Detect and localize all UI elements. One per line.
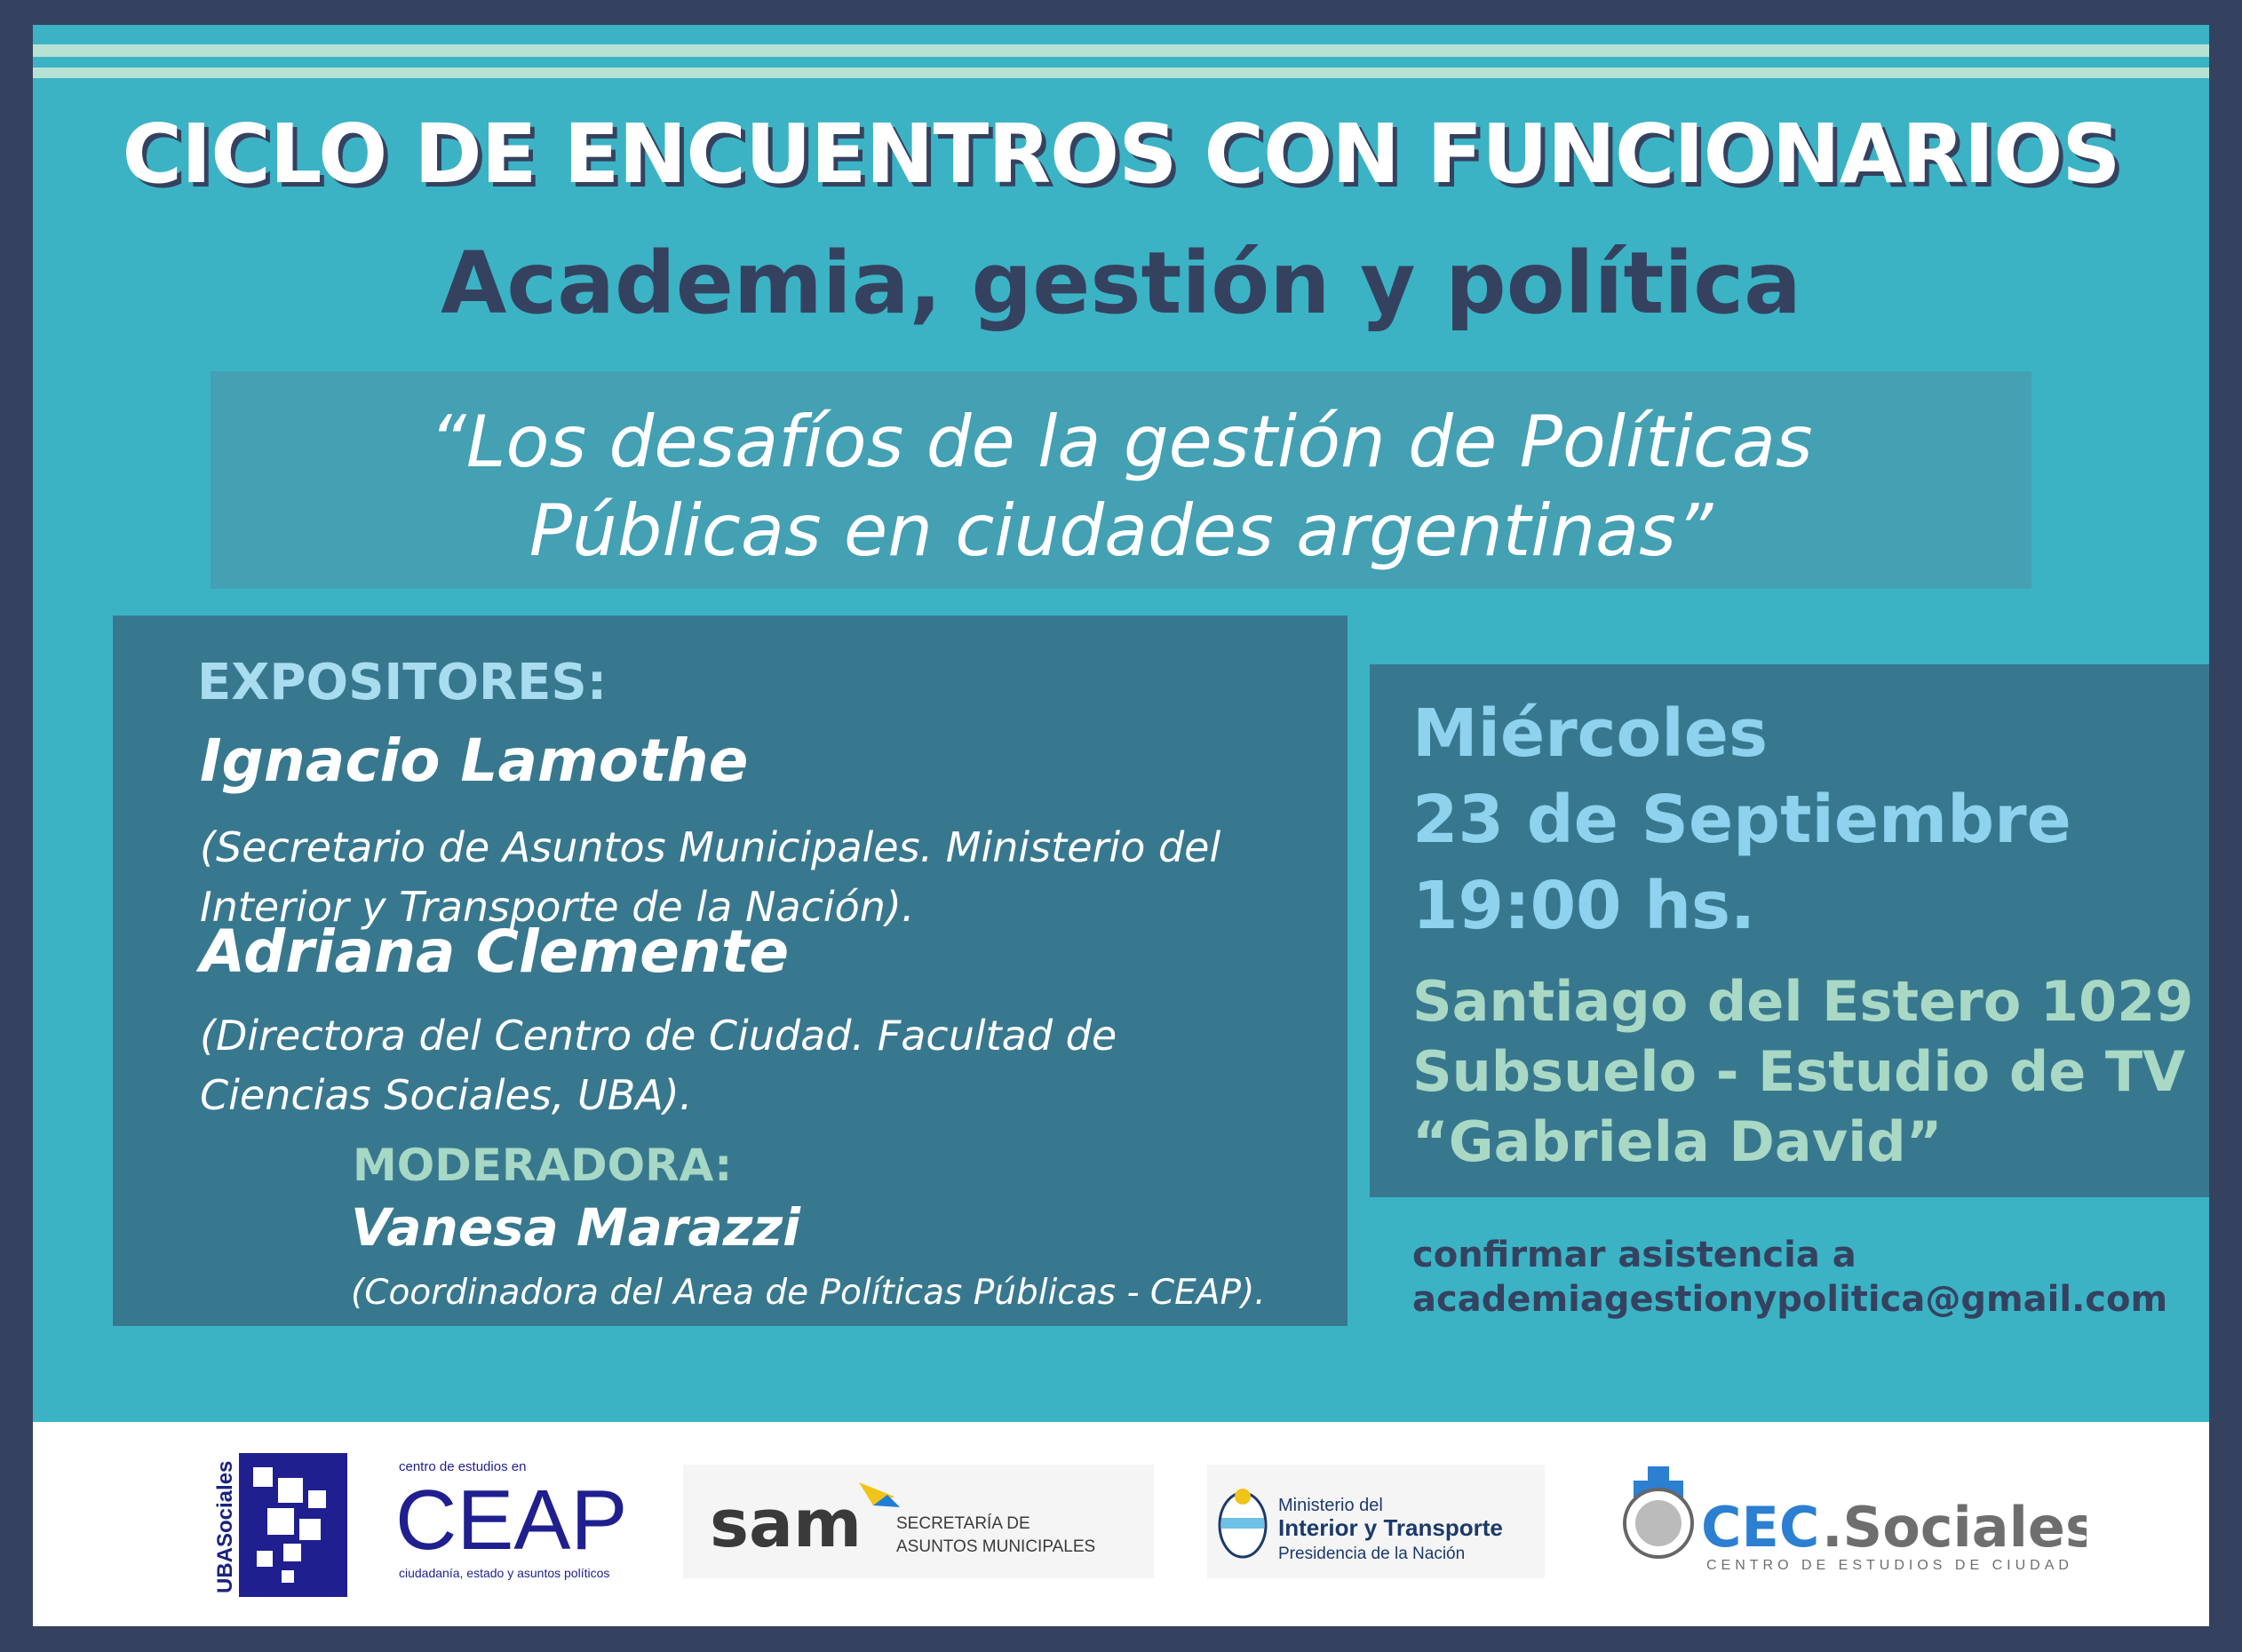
ceap-name: CEAP — [395, 1473, 628, 1568]
sam-logo — [683, 1465, 1154, 1578]
ceap-top-text: centro de estudios en — [399, 1459, 527, 1474]
rsvp-info — [1412, 1233, 2167, 1322]
rsvp-label: confirmar asistencia a — [1412, 1235, 1856, 1275]
event-series-subtitle: Academia, gestión y política — [441, 234, 1801, 333]
event-day: Miércoles — [1412, 695, 1768, 772]
ceap-logo-graphic — [186, 1444, 648, 1600]
poster — [33, 25, 2209, 1626]
cec-sociales-logo — [1616, 1457, 2087, 1582]
topic-box — [211, 371, 2031, 589]
event-room-name: “Gabriela David” — [1412, 1109, 1943, 1174]
sam-line1: SECRETARÍA DE — [896, 1514, 1030, 1533]
event-room: Subsuelo - Estudio de TV — [1412, 1039, 2186, 1104]
speaker-role-line: (Secretario de Asuntos Municipales. Ministerio del — [200, 823, 1221, 871]
cec-subtitle: CENTRO DE ESTUDIOS DE CIUDAD — [1706, 1558, 2073, 1573]
ceap-bottom-text: ciudadanía, estado y asuntos políticos — [399, 1566, 610, 1580]
sam-line2: ASUNTOS MUNICIPALES — [896, 1537, 1096, 1556]
topic-line: Públicas en ciudades argentinas” — [529, 489, 1713, 572]
ministerio-logo-graphic — [1207, 1465, 1545, 1578]
cec-name-part2: .Sociales — [1822, 1495, 2087, 1560]
moderator-heading: MODERADORA: — [353, 1140, 733, 1191]
cec-name-part1: CEC — [1701, 1495, 1820, 1560]
topic-line: “Los desafíos de la gestión de Políticas — [429, 401, 1813, 483]
uba-sociales-text: UBASociales — [213, 1460, 237, 1593]
topic-title — [211, 398, 2031, 576]
ministerio-line2: Interior y Transporte — [1278, 1514, 1503, 1541]
event-venue — [1412, 966, 2193, 1177]
ministerio-line3: Presidencia de la Nación — [1278, 1545, 1466, 1563]
speaker-role-line: Interior y Transporte de la Nación). — [200, 883, 915, 931]
top-stripe — [33, 44, 2209, 57]
event-datetime — [1412, 691, 2071, 949]
sam-logo-graphic — [683, 1465, 1154, 1578]
event-details-panel — [1370, 664, 2209, 1197]
speaker-name: Adriana Clemente — [200, 917, 790, 986]
ceap-logo — [186, 1444, 648, 1600]
sam-name: sam — [710, 1486, 863, 1562]
speakers-heading: EXPOSITORES: — [197, 654, 608, 711]
ministerio-logo — [1207, 1465, 1545, 1578]
speaker-role — [200, 1006, 1117, 1125]
moderator-role: (Coordinadora del Area de Políticas Públicas - CEAP). — [351, 1273, 1266, 1313]
speaker-name: Ignacio Lamothe — [200, 727, 749, 795]
speakers-panel — [113, 616, 1348, 1326]
speaker-role-line: (Directora del Centro de Ciudad. Facultad de — [200, 1012, 1117, 1060]
event-address: Santiago del Estero 1029 — [1412, 969, 2194, 1034]
rsvp-email[interactable]: academiagestionypolitica@gmail.com — [1412, 1279, 2168, 1320]
moderator-name: Vanesa Marazzi — [351, 1197, 800, 1258]
event-time: 19:00 hs. — [1412, 868, 1756, 944]
event-series-title: CICLO DE ENCUENTROS CON FUNCIONARIOS — [122, 107, 2120, 202]
top-stripe — [33, 68, 2209, 78]
cec-sociales-logo-graphic — [1616, 1457, 2087, 1582]
sponsor-logos-bar — [33, 1422, 2209, 1626]
speaker-role-line: Ciencias Sociales, UBA). — [200, 1071, 693, 1119]
ministerio-line1: Ministerio del — [1278, 1496, 1383, 1515]
event-date: 23 de Septiembre — [1412, 782, 2071, 858]
